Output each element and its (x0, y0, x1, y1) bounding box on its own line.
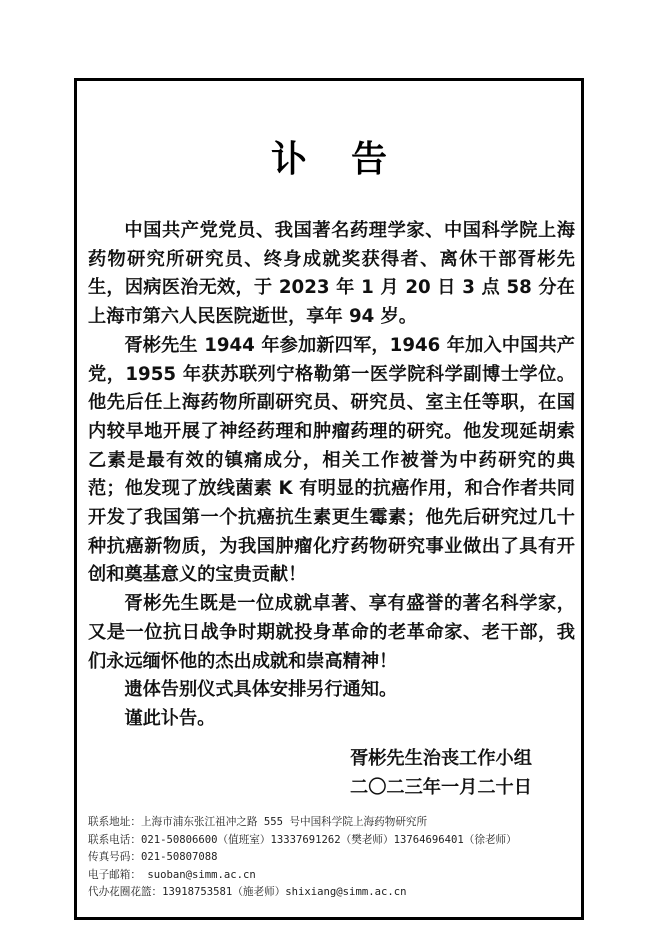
signature-block (350, 745, 532, 802)
paragraph-tribute: 胥彬先生既是一位成就卓著、享有盛誉的著名科学家，又是一位抗日战争时期就投身革命的老革命家、老干部，我们永远缅怀他的杰出成就和崇高精神！ (88, 593, 575, 672)
paragraph-closing: 谨此讣告。 (124, 707, 216, 729)
signature-organization: 胥彬先生治丧工作小组 (350, 748, 532, 769)
contact-info (88, 814, 580, 902)
obituary-frame (74, 78, 584, 920)
contact-phone: 联系电话：021-50806600（值班室）13337691262（樊老师）13764696401（徐老师） (88, 833, 517, 846)
paragraph-announcement: 中国共产党党员、我国著名药理学家、中国科学院上海药物研究所研究员、终身成就奖获得者、离休干部胥彬先生，因病医治无效，于 2023 年 1 月 20 日 3 点 58 分在上海市第六人民医院逝世，享年 94 岁。 (88, 220, 575, 328)
contact-address: 联系地址：上海市浦东张江祖冲之路 555 号中国科学院上海药物研究所 (88, 816, 428, 828)
signature-date: 二〇二三年一月二十日 (350, 776, 532, 798)
notice-title: 讣告 (270, 138, 431, 180)
notice-body (88, 217, 575, 734)
contact-wreath: 代办花圈花篮：13918753581（施老师）shixiang@simm.ac.cn (88, 886, 407, 899)
paragraph-farewell-arrangement: 遗体告别仪式具体安排另行通知。 (124, 679, 398, 701)
contact-fax: 传真号码：021-50807088 (88, 851, 218, 864)
paragraph-biography: 胥彬先生 1944 年参加新四军，1946 年加入中国共产党，1955 年获苏联列宁格勒第一医学院科学副博士学位。他先后任上海药物所副研究员、研究员、室主任等职，在国内较早地开展了神经药理和肿瘤药理的研究。他发现延胡索乙素是最有效的镇痛成分，相关工作被誉为中药研究的典范；他发现了放线菌素 K 有明显的抗癌作用，和合作者共同开发了我国第一个抗癌抗生素更生霉素；他先后研究过几十种抗癌新物质，为我国肿瘤化疗药物研究事业做出了具有开创和奠基意义的宝贵贡献！ (88, 334, 575, 586)
contact-email: 电子邮箱： suoban@simm.ac.cn (88, 868, 256, 881)
